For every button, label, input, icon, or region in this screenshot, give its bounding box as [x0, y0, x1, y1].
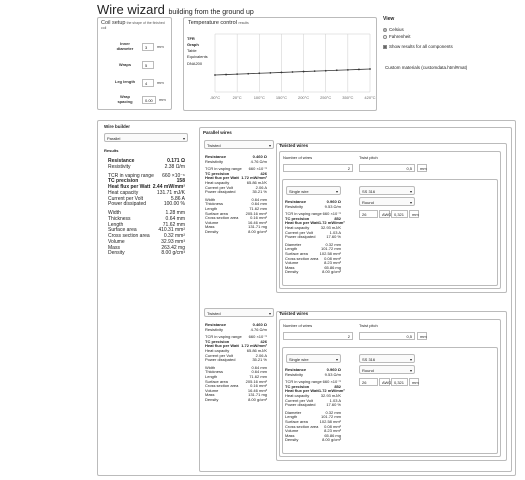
result-value: 410.31 mm² [158, 227, 185, 234]
twisted-wires-title: Twisted wires [279, 311, 309, 316]
result-label: Density [205, 228, 219, 234]
result-value: 852 [334, 383, 341, 389]
leg-length-input[interactable]: 4 [142, 79, 154, 87]
result-label: Resistance [108, 158, 135, 164]
wire-builder-type-value: Parallel [107, 136, 121, 141]
result-value: 8.00 g/cm³ [322, 437, 341, 443]
result-label: Mass [108, 244, 120, 251]
tfr-point [214, 74, 216, 76]
result-label: Power dissipated [205, 357, 236, 363]
result-value: 0.960 Ω [326, 199, 341, 204]
temperature-control-title: Temperature control [188, 20, 237, 26]
result-value: 1.72 mW/mm² [241, 343, 267, 349]
main-results [108, 159, 185, 257]
wire-builder-title: Wire builder [104, 124, 130, 129]
result-value: 65.86 mg [324, 264, 341, 270]
result-value: 4.76 Ω/m [250, 326, 267, 332]
fahrenheit-label: Fahrenheit [389, 34, 411, 39]
result-label: Resistivity [285, 203, 304, 209]
result-label: Resistance [205, 154, 227, 159]
result-value: 8.23 mm³ [324, 260, 341, 266]
result-value: 131.71 mg [248, 392, 267, 398]
wire-type-select[interactable] [286, 354, 341, 363]
tfr-point [258, 72, 260, 74]
temperature-control-header [188, 20, 249, 26]
result-label: Mass [285, 264, 295, 270]
result-label: Heat capacity [285, 224, 310, 230]
temperature-chart [209, 32, 374, 108]
material-select[interactable] [359, 186, 415, 195]
result-value: 102.58 mm² [319, 418, 341, 424]
temperature-control-panel [183, 17, 377, 111]
twist-pitch-input[interactable]: 0,5 [359, 164, 415, 172]
result-label: TCR in vaping range [108, 172, 154, 179]
result-label: Volume [205, 387, 219, 393]
result-label: Density [285, 269, 299, 275]
result-value: 100.00 % [163, 201, 185, 208]
inner-diameter-input[interactable]: 3 [142, 43, 154, 51]
coil-setup-panel [97, 17, 172, 110]
gauge-input[interactable]: 26 [359, 210, 378, 218]
result-row [108, 251, 185, 257]
result-label: Mass [205, 224, 215, 230]
result-value: 2.38 Ω/m [164, 163, 185, 170]
tfr-point [336, 69, 338, 71]
wire-type-value: Single wire [289, 357, 309, 362]
result-value: 35.21 % [252, 189, 267, 195]
result-value: 5.86 A [170, 195, 185, 202]
number-of-wires-input[interactable]: 2 [283, 332, 353, 340]
result-value: 17.60 % [326, 402, 341, 408]
tfr-point [325, 70, 327, 72]
combination-results [205, 155, 267, 235]
celsius-option[interactable] [383, 27, 404, 32]
result-value: 16.46 mm³ [247, 387, 267, 393]
result-value: 0.16 mm² [250, 215, 267, 221]
number-of-wires-label: Number of wires [283, 323, 313, 328]
result-value: 32.93 mJ/K [320, 224, 341, 230]
result-label: Resistance [285, 367, 307, 372]
result-label: TCR in vaping range [205, 166, 242, 172]
result-label: TCR in vaping range [285, 211, 322, 217]
result-label: Density [205, 396, 219, 402]
result-value: 426 [260, 170, 267, 176]
profile-value: Round [362, 368, 374, 373]
result-value: 35.21 % [252, 357, 267, 363]
result-label: Diameter [285, 241, 302, 247]
result-label: Mass [205, 392, 215, 398]
result-row [285, 403, 341, 408]
result-label: Heat capacity [205, 347, 230, 353]
result-value: 0.08 mm² [324, 255, 341, 261]
result-label: TC precision [205, 338, 230, 344]
result-value: 660 ×10⁻⁶ [322, 379, 341, 385]
result-value: 8.23 mm³ [324, 428, 341, 434]
gauge-row [359, 210, 419, 218]
x-tick-label: 250°C [320, 95, 332, 100]
tfr-point [225, 74, 227, 76]
result-value: 1.72 mW/mm² [318, 220, 345, 226]
result-label: Thickness [205, 201, 224, 207]
graph-tab[interactable]: Graph [187, 42, 199, 47]
result-value: 4.76 Ω/m [250, 158, 267, 164]
tfr-point [314, 70, 316, 72]
gauge-unit: AWG [379, 210, 390, 218]
result-label: Length [205, 373, 218, 379]
gauge-row [359, 378, 419, 386]
coil-setup-subtitle: the shape of the finished coil [101, 21, 165, 31]
wire-type-select[interactable] [286, 186, 341, 195]
dna200-tab[interactable]: DNA200 [187, 61, 203, 66]
result-value: 65.86 mJ/K [246, 179, 267, 185]
diameter-input[interactable]: 0,321 [391, 378, 408, 386]
chevron-down-icon: ▾ [268, 311, 271, 316]
single-wire-panel [282, 347, 498, 454]
result-value: 71.62 mm [162, 221, 185, 228]
single-wire-results [285, 199, 345, 275]
result-value: 0.64 mm [251, 196, 267, 202]
combination-value: Twisted [207, 143, 221, 148]
show-results-option[interactable] [383, 44, 453, 49]
result-label: Power dissipated [108, 201, 147, 208]
twist-pitch-label: Twist pitch [359, 323, 378, 328]
result-value: 0.16 mm² [250, 383, 267, 389]
result-value: 263.42 mg [161, 244, 185, 251]
chevron-down-icon: ▾ [182, 136, 185, 141]
result-label: Length [285, 414, 298, 420]
result-value: 1.03 A [329, 229, 341, 235]
parallel-wires-title: Parallel wires [203, 130, 232, 135]
result-label: Current per Volt [205, 352, 234, 358]
custom-materials-link[interactable]: Custom materials (customdata.html#mat) [385, 65, 468, 70]
wraps-label: Wraps [118, 62, 132, 67]
wrap-spacing-label: Wrap spacing [117, 94, 133, 104]
result-row [205, 398, 267, 403]
result-label: Surface area [285, 418, 308, 424]
temperature-control-suffix: results [238, 21, 249, 25]
result-row [285, 270, 341, 275]
diameter-unit: mm [409, 210, 419, 218]
chart-grid [215, 34, 370, 92]
result-value: 8.00 g/cm³ [161, 250, 185, 257]
result-value: 32.93 mm³ [161, 238, 185, 245]
result-label: Resistivity [108, 163, 131, 170]
wire-builder-type-select[interactable] [104, 133, 188, 142]
result-value: 0.960 Ω [326, 367, 341, 372]
x-tick-label: 350°C [342, 95, 354, 100]
gauge-unit: AWG [379, 378, 390, 386]
result-value: 131.71 mg [248, 224, 267, 230]
result-label: Cross section area [285, 423, 319, 429]
result-label: Width [205, 196, 216, 202]
result-value: 0.64 mm [251, 369, 267, 375]
chevron-down-icon: ▾ [268, 143, 271, 148]
result-value: 0.32 mm [325, 409, 341, 415]
result-label: Cross section area [108, 233, 150, 239]
number-of-wires-label: Number of wires [283, 155, 313, 160]
diameter-input[interactable]: 0,321 [391, 210, 408, 218]
inner-diameter-unit: mm [157, 44, 164, 49]
result-value: 8.00 g/cm³ [248, 228, 267, 234]
result-label: Width [108, 210, 121, 216]
tfr-point [247, 73, 249, 75]
twisted-wires-title: Twisted wires [279, 143, 309, 148]
view-title: View [383, 16, 395, 22]
result-value: 1.72 mW/mm² [318, 388, 345, 394]
result-value: 660 ×10⁻⁶ [162, 172, 185, 179]
result-value: 65.86 mJ/K [246, 347, 267, 353]
result-value: 2.06 A [255, 352, 267, 358]
chart-x-ticks [210, 95, 376, 100]
result-value: 426 [260, 338, 267, 344]
x-tick-label: 200°C [297, 95, 310, 100]
tfr-point [369, 68, 371, 70]
tfr-point [281, 72, 283, 74]
result-value: 660 ×10⁻⁶ [248, 166, 267, 172]
leg-length-unit: mm [157, 80, 164, 85]
result-value: 9.53 Ω/m [324, 371, 341, 377]
result-label: Length [108, 221, 124, 228]
result-label: Volume [205, 219, 219, 225]
result-value: 2.44 mW/mm² [152, 184, 185, 190]
result-label: Volume [285, 260, 299, 266]
result-value: 205.16 mm² [245, 210, 267, 216]
result-label: Heat flux per Watt [285, 220, 319, 226]
result-label: Surface area [108, 227, 137, 234]
leg-length-label: Leg length [114, 79, 136, 84]
result-label: Length [285, 246, 298, 252]
result-value: 852 [334, 215, 341, 221]
result-value: 71.62 mm [249, 205, 267, 211]
result-label: Heat capacity [285, 392, 310, 398]
result-value: 8.00 g/cm³ [322, 269, 341, 275]
result-value: 131.71 mJ/K [156, 189, 185, 196]
result-value: 16.46 mm³ [247, 219, 267, 225]
x-tick-label: 150°C [275, 95, 288, 100]
result-value: 32.93 mJ/K [320, 392, 341, 398]
result-value: 17.60 % [326, 234, 341, 240]
result-label: Surface area [285, 250, 308, 256]
result-label: Current per Volt [285, 229, 314, 235]
result-label: Mass [285, 432, 295, 438]
material-value: SS 316 [362, 189, 376, 194]
number-of-wires-input[interactable]: 2 [283, 164, 353, 172]
chevron-down-icon: ▾ [335, 357, 338, 362]
combination-results [205, 323, 267, 403]
result-value: 8.00 g/cm³ [248, 396, 267, 402]
result-value: 0.460 Ω [252, 322, 267, 327]
chevron-down-icon: ▾ [409, 357, 412, 362]
tfr-point [358, 69, 360, 71]
profile-value: Round [362, 200, 374, 205]
result-label: TCR in vaping range [205, 334, 242, 340]
result-value: 158 [176, 178, 185, 185]
result-label: Width [205, 364, 216, 370]
equivalents-tab[interactable]: Equivalents [187, 54, 208, 59]
result-label: Cross section area [205, 383, 239, 389]
result-label: Volume [108, 238, 125, 245]
result-value: 0.32 mm² [163, 233, 185, 239]
result-label: Resistance [205, 322, 227, 327]
result-value: 660 ×10⁻⁶ [322, 211, 341, 217]
tfr-points [214, 68, 371, 76]
result-label: Volume [285, 428, 299, 434]
wrap-spacing-unit: mm [159, 97, 166, 102]
result-label: Power dissipated [205, 189, 236, 195]
result-label: Density [285, 437, 299, 443]
result-row [285, 438, 341, 443]
show-results-checkbox[interactable] [383, 45, 387, 49]
result-row [205, 230, 267, 235]
material-value: SS 316 [362, 357, 376, 362]
x-tick-label: -50°C [209, 95, 221, 100]
result-label: Diameter [285, 409, 302, 415]
gauge-input[interactable]: 26 [359, 378, 378, 386]
result-value: 9.53 Ω/m [324, 203, 341, 209]
twist-pitch-label: Twist pitch [359, 155, 378, 160]
tfr-label: TFR [187, 36, 195, 41]
tfr-point [347, 69, 349, 71]
tfr-point [269, 72, 271, 74]
twisted-wires-inner [279, 151, 501, 289]
result-value: 65.86 mg [324, 432, 341, 438]
result-label: Heat flux per Watt [108, 184, 151, 190]
result-value: 1.72 mW/mm² [241, 175, 267, 181]
result-value: 102.58 mm² [319, 250, 341, 256]
result-value: 0.64 mm [251, 364, 267, 370]
inner-diameter-label: Inner diameter [116, 41, 134, 51]
tfr-point [292, 71, 294, 73]
result-value: 101.72 mm [320, 246, 341, 252]
result-label: Heat capacity [108, 189, 139, 196]
result-label: Cross section area [205, 215, 239, 221]
result-label: Surface area [205, 210, 228, 216]
result-label: TC precision [285, 215, 310, 221]
wrap-spacing-input[interactable]: 0.00 [142, 96, 156, 104]
result-value: 2.06 A [255, 184, 267, 190]
result-label: Resistivity [205, 326, 224, 332]
result-label: Cross section area [285, 255, 319, 261]
result-value: 0.32 mm [325, 241, 341, 247]
tfr-point [303, 71, 305, 73]
celsius-radio[interactable] [383, 28, 387, 32]
temperature-row-labels [187, 35, 207, 69]
result-label: Heat capacity [205, 179, 230, 185]
result-label: Length [205, 205, 218, 211]
chevron-down-icon: ▾ [409, 189, 412, 194]
chevron-down-icon: ▾ [335, 189, 338, 194]
results-title: Results [104, 148, 119, 153]
x-tick-label: 420°C [364, 95, 376, 100]
result-value: 101.72 mm [320, 414, 341, 420]
page-title [97, 3, 254, 18]
material-select[interactable] [359, 354, 415, 363]
twist-pitch-unit: mm [417, 164, 427, 172]
show-results-label: Show results for all components [389, 44, 453, 49]
result-label: Thickness [108, 215, 131, 222]
result-label: Current per Volt [108, 195, 144, 202]
result-value: 0.64 mm [165, 215, 185, 222]
chevron-down-icon: ▾ [409, 368, 412, 373]
profile-select[interactable] [359, 197, 415, 206]
result-label: Current per Volt [205, 184, 234, 190]
result-value: 660 ×10⁻⁶ [248, 334, 267, 340]
result-label: Power dissipated [285, 402, 316, 408]
app-subtitle: building from the ground up [168, 9, 254, 16]
fahrenheit-option[interactable] [383, 34, 411, 39]
fahrenheit-radio[interactable] [383, 35, 387, 39]
single-wire-results [285, 367, 345, 443]
twisted-wires-inner [279, 319, 501, 457]
result-value: 1.28 mm [165, 210, 185, 216]
result-label: TCR in vaping range [285, 379, 322, 385]
result-label: Surface area [205, 378, 228, 384]
profile-select[interactable] [359, 365, 415, 374]
wire-type-value: Single wire [289, 189, 309, 194]
twist-pitch-input[interactable]: 0,5 [359, 332, 415, 340]
result-label: TC precision [285, 383, 310, 389]
view-panel [383, 17, 513, 77]
result-value: 0.460 Ω [252, 154, 267, 159]
result-label: Resistivity [205, 158, 224, 164]
result-value: 71.62 mm [249, 373, 267, 379]
coil-setup-header [101, 20, 169, 31]
result-label: Heat flux per Watt [285, 388, 319, 394]
celsius-label: Celsius [389, 27, 404, 32]
chevron-down-icon: ▾ [409, 200, 412, 205]
coil-setup-title: Coil setup [101, 20, 126, 26]
x-tick-label: 100°C [253, 95, 265, 100]
combination-select[interactable] [204, 140, 274, 149]
table-tab[interactable]: Table [187, 48, 197, 53]
result-value: 1.03 A [329, 397, 341, 403]
result-label: TC precision [205, 170, 230, 176]
result-value: 0.171 Ω [167, 158, 185, 164]
diameter-unit: mm [409, 378, 419, 386]
result-label: Power dissipated [285, 234, 316, 240]
x-tick-label: 20°C [232, 95, 242, 100]
result-label: Density [108, 250, 125, 257]
tfr-point [236, 73, 238, 75]
app-title: Wire wizard [97, 2, 165, 17]
result-value: 0.08 mm² [324, 423, 341, 429]
result-value: 0.64 mm [251, 201, 267, 207]
single-wire-panel [282, 179, 498, 286]
result-row [285, 235, 341, 240]
combination-value: Twisted [207, 311, 221, 316]
result-label: Resistivity [285, 371, 304, 377]
result-label: Heat flux per Watt [205, 343, 239, 349]
twist-pitch-unit: mm [417, 332, 427, 340]
result-label: Thickness [205, 369, 224, 375]
result-label: TC precision [108, 178, 139, 185]
result-label: Heat flux per Watt [205, 175, 239, 181]
result-label: Resistance [285, 199, 307, 204]
combination-select[interactable] [204, 308, 274, 317]
result-value: 205.16 mm² [245, 378, 267, 384]
result-label: Current per Volt [285, 397, 314, 403]
wraps-input[interactable]: 5 [142, 61, 154, 69]
